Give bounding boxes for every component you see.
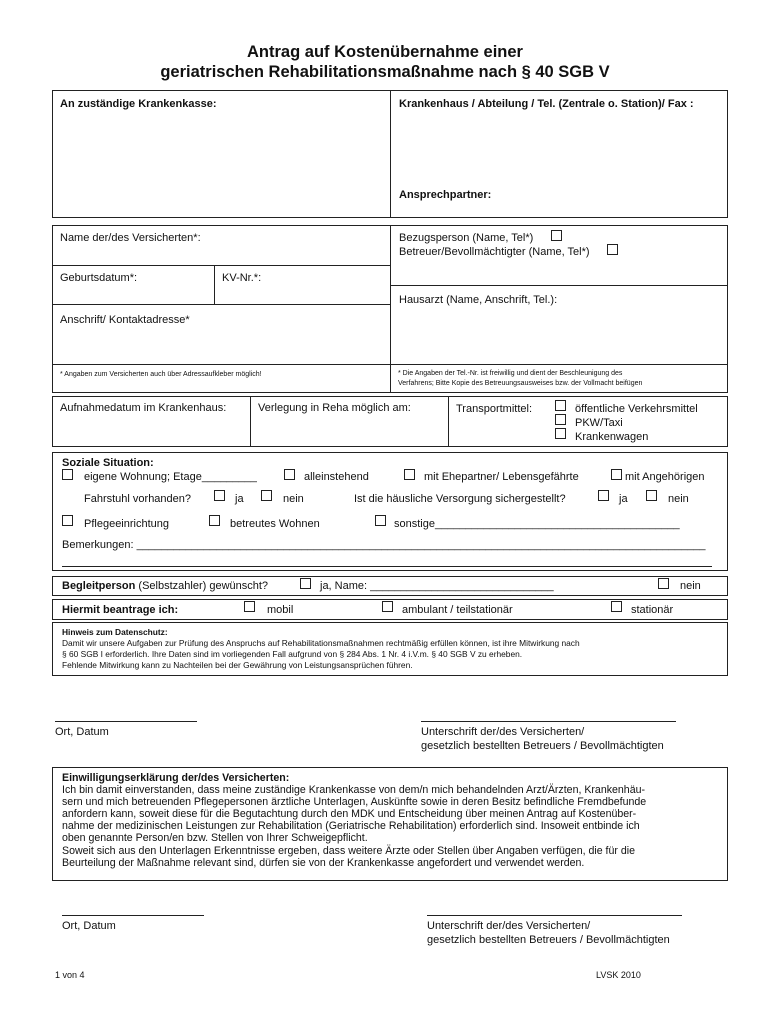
- ambulant-label: ambulant / teilstationär: [402, 604, 513, 616]
- note-versicherter: * Angaben zum Versicherten auch über Adressaufkleber möglich!: [60, 371, 262, 378]
- transport-krankenwagen-label: Krankenwagen: [575, 431, 649, 443]
- divider: [214, 265, 215, 304]
- form-title-line2: geriatrischen Rehabilitationsmaßnahme nach § 40 SGB V: [160, 63, 610, 81]
- einwilligung-line1: Ich bin damit einverstanden, dass meine zuständige Krankenkasse von dem/n mich behandelnden Arzt/Ärzten, Krankenhäu-: [62, 784, 646, 796]
- transport-pkw-checkbox[interactable]: [555, 414, 566, 425]
- divider: [52, 364, 728, 365]
- betreuer-label: Betreuer/Bevollmächtigter (Name, Tel*): [399, 246, 590, 258]
- betreutes-wohnen-checkbox[interactable]: [209, 515, 220, 526]
- mobil-label: mobil: [267, 604, 294, 616]
- ambulant-checkbox[interactable]: [382, 601, 393, 612]
- transport-oepnv-checkbox[interactable]: [555, 400, 566, 411]
- transport-pkw-label: PKW/Taxi: [575, 417, 623, 429]
- name-versicherter-label: Name der/des Versicherten*:: [60, 232, 201, 244]
- begleitperson-bold: Begleitperson: [62, 580, 136, 592]
- betreutes-wohnen-label: betreutes Wohnen: [230, 518, 320, 530]
- krankenkasse-label: An zuständige Krankenkasse:: [60, 98, 217, 110]
- einwilligung-line4: nahme der medizinischen Leistungen zur Rehabilitation (Geriatrische Rehabilitation) erforderlich sind. Insoweit entbinde ich: [62, 820, 640, 832]
- transportmittel-label: Transportmittel:: [456, 403, 533, 415]
- ehepartner-label: mit Ehepartner/ Lebensgefährte: [424, 471, 579, 483]
- krankenhaus-field[interactable]: [392, 112, 726, 186]
- eigene-wohnung-checkbox[interactable]: [62, 469, 73, 480]
- fahrstuhl-nein-label: nein: [283, 493, 304, 505]
- ansprechpartner-label: Ansprechpartner:: [399, 189, 492, 201]
- bemerkungen-line[interactable]: [62, 566, 712, 567]
- datenschutz-heading: Hinweis zum Datenschutz:: [62, 627, 168, 637]
- begleitperson-ja-checkbox[interactable]: [300, 578, 311, 589]
- ort-datum-line[interactable]: [55, 721, 197, 722]
- ehepartner-checkbox[interactable]: [404, 469, 415, 480]
- angehoerige-label: mit Angehörigen: [625, 471, 705, 483]
- mobil-checkbox[interactable]: [244, 601, 255, 612]
- begleitperson-ja-label: ja, Name: ______________________________: [320, 580, 554, 592]
- transport-krankenwagen-checkbox[interactable]: [555, 428, 566, 439]
- betreuer-checkbox[interactable]: [607, 244, 618, 255]
- divider: [390, 90, 391, 218]
- versorgung-label: Ist die häusliche Versorgung sichergestellt?: [354, 493, 566, 505]
- datenschutz-line2: § 60 SGB I erforderlich. Ihre Daten sind im vorliegenden Fall aufgrund von § 284 Abs. 1 Nr. 4 i.V.m. § 40 SGB V zu erheben.: [62, 649, 523, 659]
- eigene-wohnung-label: eigene Wohnung; Etage_________: [84, 471, 257, 483]
- divider: [52, 265, 390, 266]
- divider: [390, 225, 391, 393]
- divider: [448, 396, 449, 447]
- datenschutz-line1: Damit wir unsere Aufgaben zur Prüfung des Anspruchs auf Rehabilitationsmaßnahmen rechtmäßig erfüllen können, ist ihre Mitwirkung nach: [62, 638, 580, 648]
- krankenhaus-label: Krankenhaus / Abteilung / Tel. (Zentrale o. Station)/ Fax :: [399, 98, 694, 110]
- ort-datum-line-2[interactable]: [62, 915, 204, 916]
- soziale-situation-heading: Soziale Situation:: [62, 457, 154, 469]
- aufnahmedatum-label: Aufnahmedatum im Krankenhaus:: [60, 402, 227, 414]
- unterschrift-line-2[interactable]: [427, 915, 682, 916]
- unterschrift-label-2a: Unterschrift der/des Versicherten/: [427, 920, 591, 932]
- bezugsperson-checkbox[interactable]: [551, 230, 562, 241]
- einwilligung-line5: oben genannte Person/en bzw. Stellen von Ihrer Schweigepflicht.: [62, 832, 368, 844]
- anschrift-label: Anschrift/ Kontaktadresse*: [60, 314, 190, 326]
- pflegeeinrichtung-label: Pflegeeinrichtung: [84, 518, 170, 530]
- page-number: 1 von 4: [55, 970, 85, 980]
- versorgung-nein-checkbox[interactable]: [646, 490, 657, 501]
- beantrage-label: Hiermit beantrage ich:: [62, 604, 179, 616]
- begleitperson-label: [62, 580, 268, 593]
- unterschrift-line[interactable]: [421, 721, 676, 722]
- unterschrift-label-2b: gesetzlich bestellten Betreuers / Bevollmächtigten: [427, 934, 670, 946]
- fahrstuhl-ja-label: ja: [235, 493, 244, 505]
- einwilligung-line3: anfordern kann, soweit diese für die Begutachtung durch den MDK und Entscheidung über meinen Antrag auf Kostenüber-: [62, 808, 637, 820]
- alleinstehend-label: alleinstehend: [304, 471, 369, 483]
- verlegung-label: Verlegung in Reha möglich am:: [258, 402, 411, 414]
- versorgung-ja-label: ja: [619, 493, 628, 505]
- divider: [250, 396, 251, 447]
- fahrstuhl-ja-checkbox[interactable]: [214, 490, 225, 501]
- einwilligung-line6: Soweit sich aus den Unterlagen Erkenntnisse ergeben, dass weitere Ärzte oder Stellen über Angaben verfügen, die für die: [62, 845, 636, 857]
- begleitperson-nein-label: nein: [680, 580, 701, 592]
- form-code: LVSK 2010: [596, 970, 641, 980]
- versorgung-nein-label: nein: [668, 493, 689, 505]
- unterschrift-label-2: gesetzlich bestellten Betreuers / Bevollmächtigten: [421, 740, 664, 752]
- form-title-line1: Antrag auf Kostenübernahme einer: [247, 43, 523, 61]
- einwilligung-line7: Beurteilung der Maßnahme relevant sind, dürfen sie von der Krankenkasse angefordert und verwendet werden.: [62, 857, 585, 869]
- pflegeeinrichtung-checkbox[interactable]: [62, 515, 73, 526]
- begleitperson-nein-checkbox[interactable]: [658, 578, 669, 589]
- datenschutz-line3: Fehlende Mitwirkung kann zu Nachteilen bei der Gewährung von Leistungsansprüchen führen.: [62, 660, 413, 670]
- bezugsperson-label: Bezugsperson (Name, Tel*): [399, 232, 534, 244]
- hausarzt-label: Hausarzt (Name, Anschrift, Tel.):: [399, 294, 558, 306]
- fahrstuhl-nein-checkbox[interactable]: [261, 490, 272, 501]
- ort-datum-label: Ort, Datum: [55, 726, 109, 738]
- stationaer-checkbox[interactable]: [611, 601, 622, 612]
- sonstige-checkbox[interactable]: [375, 515, 386, 526]
- einwilligung-line2: sern und mich betreuenden Pflegepersonen ärztliche Unterlagen, Auskünfte sowie in deren Besitz befindliche Fremdbefunde: [62, 796, 647, 808]
- unterschrift-label-1: Unterschrift der/des Versicherten/: [421, 726, 585, 738]
- geburtsdatum-label: Geburtsdatum*:: [60, 272, 138, 284]
- begleitperson-rest: (Selbstzahler) gewünscht?: [135, 580, 269, 592]
- versorgung-ja-checkbox[interactable]: [598, 490, 609, 501]
- stationaer-label: stationär: [631, 604, 674, 616]
- ort-datum-label-2: Ort, Datum: [62, 920, 116, 932]
- divider: [390, 285, 728, 286]
- einwilligung-heading: Einwilligungserklärung der/des Versicherten:: [62, 772, 290, 784]
- divider: [52, 304, 390, 305]
- fahrstuhl-label: Fahrstuhl vorhanden?: [84, 493, 192, 505]
- krankenkasse-field[interactable]: [53, 108, 389, 216]
- sonstige-label: sonstige________________________________________: [394, 518, 680, 530]
- kvnr-label: KV-Nr.*:: [222, 272, 262, 284]
- note-telefon-2: Verfahrens; Bitte Kopie des Betreuungsausweises bzw. der Vollmacht beifügen: [398, 380, 643, 387]
- bemerkungen-label[interactable]: Bemerkungen: _____________________________________________________________________________________________: [62, 539, 706, 551]
- transport-oepnv-label: öffentliche Verkehrsmittel: [575, 403, 698, 415]
- angehoerige-checkbox[interactable]: [611, 469, 622, 480]
- alleinstehend-checkbox[interactable]: [284, 469, 295, 480]
- note-telefon-1: * Die Angaben der Tel.-Nr. ist freiwillig und dient der Beschleunigung des: [398, 370, 623, 377]
